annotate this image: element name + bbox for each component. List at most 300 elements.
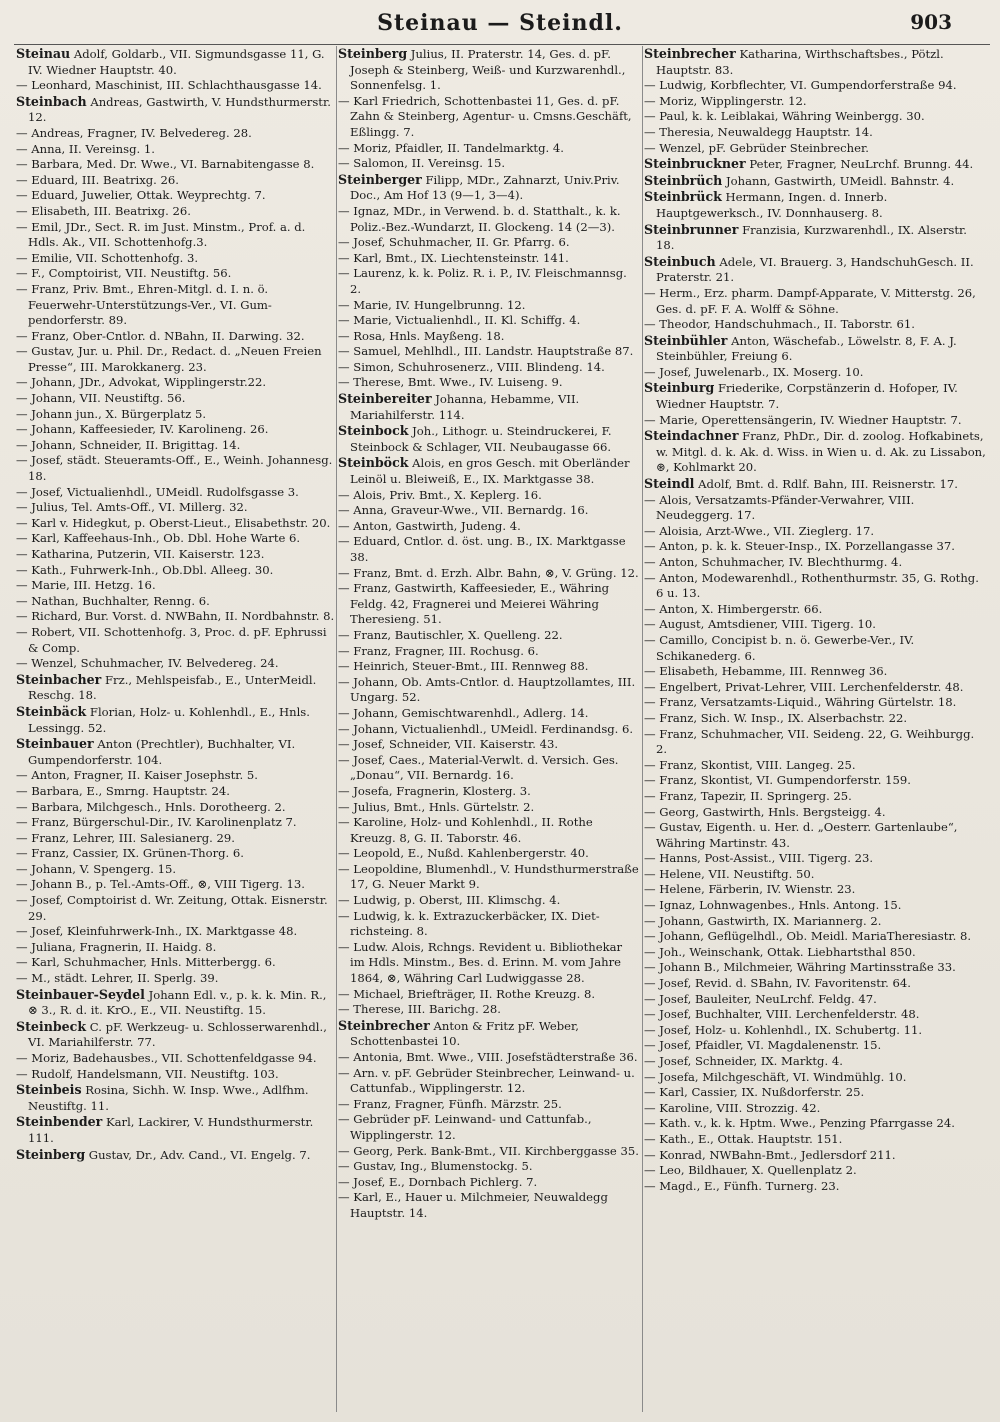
entry-text: — Magd., E., Fünfh. Turnerg. 23. xyxy=(644,1178,840,1193)
directory-entry xyxy=(338,737,640,753)
entry-text: — Ignaz, MDr., in Verwend. b. d. Statthalt., k. k. Poliz.-Bez.-Wundarzt, II. Glockeng. 14 (2—3). xyxy=(338,203,621,234)
entry-text: — Franz, Priv. Bmt., Ehren-Mitgl. d. I. n. ö. Feuerwehr-Unterstützungs-Ver., VI. Gumpendorferstr. 89. xyxy=(16,281,272,328)
directory-entry xyxy=(338,141,640,157)
directory-entry xyxy=(644,898,988,914)
entry-text: — Joh., Weinschank, Ottak. Liebhartsthal 850. xyxy=(644,944,916,959)
entry-text: — Andreas, Fragner, IV. Belvedereg. 28. xyxy=(16,125,252,140)
entry-text: — Josef, Caes., Material-Verwlt. d. Versich. Ges. „Donau“, VII. Bernardg. 16. xyxy=(338,752,619,783)
entry-text: — Josefa, Milchgeschäft, VI. Windmühlg. 10. xyxy=(644,1069,907,1084)
entry-surname: Steinbrück xyxy=(644,189,722,205)
directory-entry xyxy=(338,722,640,738)
directory-entry xyxy=(16,453,336,484)
directory-entry xyxy=(644,617,988,633)
entry-surname: Steinbühler xyxy=(644,332,728,348)
directory-entry xyxy=(644,539,988,555)
directory-entry xyxy=(16,1067,336,1083)
entry-text: — Antonia, Bmt. Wwe., VIII. Josefstädterstraße 36. xyxy=(338,1050,638,1064)
directory-entry xyxy=(16,220,336,251)
directory-entry xyxy=(16,391,336,407)
entry-text: — Johann, VII. Neustiftg. 56. xyxy=(16,391,186,406)
directory-entry xyxy=(16,204,336,220)
entry-text: — Johann, JDr., Advokat, Wipplingerstr.22. xyxy=(16,375,267,390)
directory-entry xyxy=(338,375,640,391)
directory-entry xyxy=(16,157,336,173)
directory-entry xyxy=(338,503,640,519)
page-title: Steinau — Steindl. xyxy=(377,10,623,36)
column-right xyxy=(644,46,988,1412)
entry-text: — Karoline, VIII. Strozzig. 42. xyxy=(644,1100,821,1115)
directory-entry xyxy=(338,534,640,565)
entry-text: — Laurenz, k. k. Poliz. R. i. P., IV. Fleischmannsg. 2. xyxy=(338,266,627,296)
column-left xyxy=(16,46,336,1412)
directory-entry xyxy=(644,1101,988,1117)
directory-entry xyxy=(338,987,640,1003)
entry-surname: Steinberg xyxy=(16,1146,86,1162)
entry-text: — Leopoldine, Blumenhdl., V. Hundsthurmerstraße 17, G. Neuer Markt 9. xyxy=(338,861,639,892)
directory-entry xyxy=(338,815,640,846)
entry-text: — Hanns, Post-Assist., VIII. Tigerg. 23. xyxy=(644,851,874,866)
directory-entry xyxy=(338,1175,640,1191)
entry-text: — Franz, Skontist, VI. Gumpendorferstr. 159. xyxy=(644,773,911,788)
directory-entry xyxy=(644,867,988,883)
directory-entry xyxy=(338,519,640,535)
directory-entry xyxy=(338,753,640,784)
directory-entry xyxy=(16,877,336,893)
directory-entry xyxy=(16,704,336,736)
entry-text: — Richard, Bur. Vorst. d. NWBahn, II. Nordbahnstr. 8. xyxy=(16,609,335,624)
directory-entry xyxy=(644,1163,988,1179)
entry-surname: Steinbeck xyxy=(16,1018,87,1034)
entry-text: — Anton, Modewarenhdl., Rothenthurmstr. 35, G. Rothg. 6 u. 13. xyxy=(644,570,979,601)
entry-surname: Steinbeis xyxy=(16,1082,82,1098)
entry-surname: Steinbäck xyxy=(16,703,87,719)
entry-text: — Franz, Versatzamts-Liquid., Währing Gürtelstr. 18. xyxy=(644,695,957,710)
entry-text: — Moriz, Badehausbes., VII. Schottenfeldgasse 94. xyxy=(16,1051,317,1065)
entry-surname: Steinberg xyxy=(338,46,408,61)
entry-text: — Nathan, Buchhalter, Renng. 6. xyxy=(16,593,210,608)
entry-text: — Franz, Fragner, Fünfh. Märzstr. 25. xyxy=(338,1096,562,1111)
directory-entry xyxy=(16,1082,336,1114)
entry-text: — Franz, Ober-Cntlor. d. NBahn, II. Darwing. 32. xyxy=(16,328,305,343)
entry-text: — Karl Friedrich, Schottenbastei 11, Ges. d. pF. Zahn & Steinberg, Agentur- u. Cmsns.Geschäft, Eßlingg. 7. xyxy=(338,93,632,139)
entry-text: — Georg, Perk. Bank-Bmt., VII. Kirchberggasse 35. xyxy=(338,1143,639,1158)
entry-text: — Helene, VII. Neustiftg. 50. xyxy=(644,866,815,881)
directory-entry xyxy=(644,413,988,429)
entry-surname: Steinbacher xyxy=(16,671,102,687)
entry-text: — Josef, Bauleiter, NeuLrchf. Feldg. 47. xyxy=(644,991,877,1006)
directory-entry xyxy=(16,893,336,924)
entry-text: — Josef, E., Dornbach Pichlerg. 7. xyxy=(338,1174,538,1189)
directory-entry xyxy=(644,805,988,821)
directory-entry xyxy=(16,142,336,158)
entry-text: — Barbara, Milchgesch., Hnls. Dorotheerg. 2. xyxy=(16,799,286,814)
directory-entry xyxy=(644,317,988,333)
directory-entry xyxy=(644,109,988,125)
directory-entry xyxy=(16,1114,336,1146)
directory-entry xyxy=(16,78,336,94)
directory-entry xyxy=(16,578,336,594)
directory-entry xyxy=(16,1147,336,1164)
entry-text: — Johann jun., X. Bürgerplatz 5. xyxy=(16,406,207,421)
entry-text: — Karoline, Holz- und Kohlenhdl., II. Rothe Kreuzg. 8, G. II. Taborstr. 46. xyxy=(338,815,593,845)
entry-text: — Ludwig, Korbflechter, VI. Gumpendorferstraße 94. xyxy=(644,78,957,93)
directory-entry xyxy=(644,664,988,680)
entry-text: — Johann, Gemischtwarenhdl., Adlerg. 14. xyxy=(338,705,589,720)
entry-text: — Josef, Schneider, VII. Kaiserstr. 43. xyxy=(338,737,559,752)
entry-text: — Anna, Graveur-Wwe., VII. Bernardg. 16. xyxy=(338,503,589,518)
entry-text: — Josef, Pfaidler, VI. Magdalenenstr. 15. xyxy=(644,1038,882,1053)
entry-text: Gustav, Dr., Adv. Cand., VI. Engelg. 7. xyxy=(85,1147,311,1162)
directory-entry xyxy=(644,189,988,221)
directory-entry xyxy=(644,960,988,976)
entry-text: — Arn. v. pF. Gebrüder Steinbrecher, Leinwand- u. Cattunfab., Wipplingerstr. 12. xyxy=(338,1065,635,1096)
directory-entry xyxy=(338,940,640,987)
entry-text: — Franz, Fragner, III. Rochusg. 6. xyxy=(338,643,539,658)
entry-surname: Steinbereiter xyxy=(338,391,432,407)
directory-entry xyxy=(16,625,336,656)
directory-entry xyxy=(16,266,336,282)
directory-entry xyxy=(16,955,336,971)
directory-entry xyxy=(644,789,988,805)
directory-entry xyxy=(338,46,640,94)
directory-entry xyxy=(644,1179,988,1195)
entry-text: — Leonhard, Maschinist, III. Schlachthausgasse 14. xyxy=(16,78,322,93)
directory-entry xyxy=(338,298,640,314)
entry-text: Rosina, Sichh. W. Insp. Wwe., Adlfhm. Neustiftg. 11. xyxy=(28,1083,309,1113)
directory-entry xyxy=(338,1159,640,1175)
entry-text: Adolf, Bmt. d. Rdlf. Bahn, III. Reisnerstr. 17. xyxy=(694,477,958,492)
directory-entry xyxy=(16,831,336,847)
entry-text: — Engelbert, Privat-Lehrer, VIII. Lerchenfelderstr. 48. xyxy=(644,679,964,694)
entry-text: — Karl, Bmt., IX. Liechtensteinstr. 141. xyxy=(338,250,569,265)
entry-text: Filipp, MDr., Zahnarzt, Univ.Priv. Doc., Am Hof 13 (9—1, 3—4). xyxy=(350,172,620,203)
directory-entry xyxy=(16,971,336,987)
directory-entry xyxy=(16,329,336,345)
directory-entry xyxy=(644,125,988,141)
directory-entry xyxy=(16,126,336,142)
entry-surname: Steinbauer xyxy=(16,736,94,752)
entry-text: Adele, VI. Brauerg. 3, HandschuhGesch. II. Praterstr. 21. xyxy=(656,254,974,285)
directory-entry xyxy=(644,633,988,664)
directory-entry xyxy=(338,94,640,141)
directory-entry xyxy=(644,1132,988,1148)
entry-text: — Johann, Geflügelhdl., Ob. Meidl. MariaTheresiastr. 8. xyxy=(644,929,972,944)
entry-text: — Franz, Schuhmacher, VII. Seideng. 22, G. Weihburgg. 2. xyxy=(644,726,975,757)
directory-entry xyxy=(644,945,988,961)
entry-text: — Theodor, Handschuhmach., II. Taborstr. 61. xyxy=(644,317,915,332)
directory-entry xyxy=(338,784,640,800)
entry-surname: Steinbuch xyxy=(644,253,716,269)
directory-entry xyxy=(16,862,336,878)
directory-entry xyxy=(644,773,988,789)
column-divider xyxy=(336,46,337,1412)
entry-text: — Kath., E., Ottak. Hauptstr. 151. xyxy=(644,1131,843,1146)
entry-text: — Juliana, Fragnerin, II. Haidg. 8. xyxy=(16,939,217,954)
directory-entry xyxy=(644,992,988,1008)
directory-entry xyxy=(16,672,336,704)
directory-entry xyxy=(644,156,988,173)
directory-entry xyxy=(338,706,640,722)
directory-entry xyxy=(644,851,988,867)
entry-text: — Wenzel, pF. Gebrüder Steinbrecher. xyxy=(644,140,869,155)
directory-entry xyxy=(644,1148,988,1164)
directory-entry xyxy=(338,204,640,235)
directory-entry xyxy=(16,438,336,454)
directory-entry xyxy=(338,628,640,644)
directory-entry xyxy=(16,547,336,563)
entry-text: — Camillo, Concipist b. n. ö. Gewerbe-Ver., IV. Schikanederg. 6. xyxy=(644,632,915,663)
entry-text: — Josef, Schneider, IX. Marktg. 4. xyxy=(644,1054,843,1068)
entry-text: — Ludwig, p. Oberst, III. Klimschg. 4. xyxy=(338,893,561,908)
entry-text: — Josef, Juwelenarb., IX. Moserg. 10. xyxy=(644,364,864,379)
entry-surname: Steinburg xyxy=(644,380,715,396)
entry-text: — Johann, Schneider, II. Brigittag. 14. xyxy=(16,437,241,452)
directory-entry xyxy=(16,46,336,78)
directory-entry xyxy=(16,815,336,831)
entry-text: — Franz, Gastwirth, Kaffeesieder, E., Währing Feldg. 42, Fragnerei und Meierei Währing Theresieng. 51. xyxy=(338,581,610,627)
column-middle xyxy=(338,46,640,1412)
entry-text: — Josef, Schuhmacher, II. Gr. Pfarrg. 6. xyxy=(338,235,570,250)
entry-text: — Johann, Victualienhdl., UMeidl. Ferdinandsg. 6. xyxy=(338,721,634,736)
directory-entry xyxy=(338,644,640,660)
entry-text: — Eduard, Cntlor. d. öst. ung. B., IX. Marktgasse 38. xyxy=(338,534,626,564)
directory-entry xyxy=(338,1002,640,1018)
entry-text: — Katharina, Putzerin, VII. Kaiserstr. 123. xyxy=(16,547,265,561)
directory-entry xyxy=(16,987,336,1019)
directory-entry xyxy=(644,1023,988,1039)
directory-entry xyxy=(16,940,336,956)
directory-entry xyxy=(644,78,988,94)
directory-entry xyxy=(16,656,336,672)
entry-text: Joh., Lithogr. u. Steindruckerei, F. Steinbock & Schlager, VII. Neubaugasse 66. xyxy=(350,424,612,454)
entry-text: — Franz, Lehrer, III. Salesianerg. 29. xyxy=(16,830,235,845)
directory-entry xyxy=(644,380,988,412)
directory-entry xyxy=(644,254,988,286)
directory-entry xyxy=(16,500,336,516)
directory-entry xyxy=(338,1018,640,1050)
entry-text: — Josefa, Fragnerin, Klosterg. 3. xyxy=(338,783,531,798)
directory-entry xyxy=(338,1097,640,1113)
entry-text: — Franz, Skontist, VIII. Langeg. 25. xyxy=(644,757,856,772)
entry-text: — Eduard, Juwelier, Ottak. Weyprechtg. 7. xyxy=(16,188,266,203)
directory-entry xyxy=(644,571,988,602)
directory-entry xyxy=(644,680,988,696)
entry-surname: Steinbender xyxy=(16,1114,103,1130)
entry-text: Anton, Wäschefab., Löwelstr. 8, F. A. J. Steinbühler, Freiung 6. xyxy=(656,333,957,364)
entry-text: — Josef, Holz- u. Kohlenhdl., IX. Schubertg. 11. xyxy=(644,1022,923,1037)
directory-entry xyxy=(338,1112,640,1143)
directory-entry xyxy=(644,222,988,254)
entry-text: — Therese, III. Barichg. 28. xyxy=(338,1002,501,1017)
entry-text: Johann, Gastwirth, UMeidl. Bahnstr. 4. xyxy=(722,173,955,188)
entry-text: Franz, PhDr., Dir. d. zoolog. Hofkabinets, w. Mitgl. d. k. Ak. d. Wiss. in Wien u. d. Ak. zu Lissabon, ⊛, Kohlmarkt 20. xyxy=(656,429,986,475)
entry-text: — Robert, VII. Schottenhofg. 3, Proc. d. pF. Ephrussi & Comp. xyxy=(16,624,327,655)
entry-text: — Wenzel, Schuhmacher, IV. Belvedereg. 24. xyxy=(16,656,279,671)
directory-entry xyxy=(338,581,640,628)
entry-text: — Johann B., Milchmeier, Währing Martinsstraße 33. xyxy=(644,960,956,975)
entry-text: — Therese, Bmt. Wwe., IV. Luiseng. 9. xyxy=(338,375,563,390)
directory-entry xyxy=(644,695,988,711)
directory-entry xyxy=(16,768,336,784)
directory-entry xyxy=(644,94,988,110)
entry-text: Franzisia, Kurzwarenhdl., IX. Alserstr. 18. xyxy=(656,222,967,253)
directory-entry xyxy=(644,286,988,317)
directory-entry xyxy=(338,156,640,172)
directory-entry xyxy=(338,488,640,504)
directory-entry xyxy=(644,711,988,727)
column-divider xyxy=(642,46,643,1412)
entry-text: — Aloisia, Arzt-Wwe., VII. Zieglerg. 17. xyxy=(644,523,875,538)
entry-text: — Johann B., p. Tel.-Amts-Off., ⊗, VIII Tigerg. 13. xyxy=(16,877,305,892)
entry-text: — Karl v. Hidegkut, p. Oberst-Lieut., Elisabethstr. 20. xyxy=(16,515,331,530)
entry-text: — Moriz, Wipplingerstr. 12. xyxy=(644,93,807,108)
entry-text: — Marie, IV. Hungelbrunng. 12. xyxy=(338,297,526,312)
entry-surname: Steinbauer-Seydel xyxy=(16,986,145,1002)
page-number: 903 xyxy=(910,10,952,34)
directory-entry xyxy=(338,344,640,360)
entry-text: — Ludw. Alois, Rchngs. Revident u. Bibliothekar im Hdls. Minstm., Bes. d. Erinn. M. vom Jahre 1864, ⊗, Währing Carl Ludwiggasse 28. xyxy=(338,939,623,986)
directory-entry xyxy=(338,329,640,345)
entry-text: — Georg, Gastwirth, Hnls. Bergsteigg. 4. xyxy=(644,804,886,819)
entry-text: Johann Edl. v., p. k. k. Min. R., ⊗ 3., R. d. it. KrO., E., VII. Neustiftg. 15. xyxy=(28,987,327,1018)
entry-text: — F., Comptoirist, VII. Neustiftg. 56. xyxy=(16,266,232,281)
entry-text: — Anton, p. k. k. Steuer-Insp., IX. Porzellangasse 37. xyxy=(644,539,955,554)
entry-text: — Elisabeth, III. Beatrixg. 26. xyxy=(16,203,191,218)
directory-entry xyxy=(338,800,640,816)
entry-text: — Ludwig, k. k. Extrazuckerbäcker, IX. Dietrichsteing. 8. xyxy=(338,908,600,939)
directory-entry xyxy=(338,893,640,909)
header-rule xyxy=(14,44,990,45)
directory-entry xyxy=(16,1019,336,1051)
directory-entry xyxy=(338,266,640,297)
entry-text: — Johann, Gastwirth, IX. Mariannerg. 2. xyxy=(644,913,882,928)
directory-entry xyxy=(644,428,988,476)
entry-text: — Anton, X. Himbergerstr. 66. xyxy=(644,601,823,616)
entry-text: — Konrad, NWBahn-Bmt., Jedlersdorf 211. xyxy=(644,1147,896,1162)
entry-text: — Franz, Tapezir, II. Springerg. 25. xyxy=(644,788,852,803)
entry-text: — Franz, Bmt. d. Erzh. Albr. Bahn, ⊗, V. Grüng. 12. xyxy=(338,565,639,580)
entry-surname: Steinbruckner xyxy=(644,156,746,172)
directory-entry xyxy=(16,375,336,391)
entry-text: Peter, Fragner, NeuLrchf. Brunng. 44. xyxy=(745,157,974,172)
entry-text: — Johann, Ob. Amts-Cntlor. d. Hauptzollamtes, III. Ungarg. 52. xyxy=(338,674,636,705)
entry-text: — Heinrich, Steuer-Bmt., III. Rennweg 88. xyxy=(338,659,589,674)
directory-entry xyxy=(16,531,336,547)
entry-text: — Anna, II. Vereinsg. 1. xyxy=(16,141,155,156)
directory-entry xyxy=(644,46,988,78)
directory-entry xyxy=(16,516,336,532)
directory-entry xyxy=(338,659,640,675)
entry-text: — Karl, Schuhmacher, Hnls. Mitterbergg. 6. xyxy=(16,955,276,970)
directory-entry xyxy=(644,602,988,618)
directory-entry xyxy=(644,476,988,493)
entry-text: — Barbara, Med. Dr. Wwe., VI. Barnabitengasse 8. xyxy=(16,157,315,172)
directory-entry xyxy=(644,820,988,851)
entry-text: — Moriz, Pfaidler, II. Tandelmarktg. 4. xyxy=(338,140,564,155)
directory-entry xyxy=(338,1144,640,1160)
entry-text: — Anton, Fragner, II. Kaiser Josephstr. 5. xyxy=(16,768,258,783)
directory-entry xyxy=(338,675,640,706)
directory-entry xyxy=(644,929,988,945)
directory-entry xyxy=(338,862,640,893)
directory-entry xyxy=(16,422,336,438)
entry-text: — Leo, Bildhauer, X. Quellenplatz 2. xyxy=(644,1163,857,1178)
entry-text: — Emil, JDr., Sect. R. im Just. Minstm., Prof. a. d. Hdls. Ak., VII. Schottenhofg.3. xyxy=(16,219,306,250)
directory-entry xyxy=(16,800,336,816)
directory-entry xyxy=(644,882,988,898)
entry-text: — Josef, städt. Steueramts-Off., E., Weinh. Johannesg. 18. xyxy=(16,453,333,484)
entry-text: — Eduard, III. Beatrixg. 26. xyxy=(16,172,179,187)
entry-text: Adolf, Goldarb., VII. Sigmundsgasse 11, G. IV. Wiedner Hauptstr. 40. xyxy=(28,47,325,77)
entry-surname: Steinbrunner xyxy=(644,221,739,237)
entry-text: — Franz, Cassier, IX. Grünen-Thorg. 6. xyxy=(16,846,244,861)
directory-entry xyxy=(644,365,988,381)
entry-surname: Steinberger xyxy=(338,171,422,187)
directory-entry xyxy=(16,282,336,329)
entry-text: Florian, Holz- u. Kohlenhdl., E., Hnls. Lessingg. 52. xyxy=(28,704,310,735)
directory-entry xyxy=(16,188,336,204)
directory-entry xyxy=(644,976,988,992)
directory-entry xyxy=(644,914,988,930)
entry-text: — Paul, k. k. Leiblakai, Währing Weinbergg. 30. xyxy=(644,109,925,124)
directory-entry xyxy=(16,784,336,800)
entry-text: — Gustav, Eigenth. u. Her. d. „Oesterr. Gartenlaube“, Währing Martinstr. 43. xyxy=(644,820,958,850)
directory-entry xyxy=(16,563,336,579)
directory-entry xyxy=(338,251,640,267)
directory-entry xyxy=(338,360,640,376)
entry-text: — Simon, Schuhrosenerz., VIII. Blindeng. 14. xyxy=(338,359,605,374)
entry-text: — Johann, Kaffeesieder, IV. Karolineng. 26. xyxy=(16,422,269,437)
entry-text: Hermann, Ingen. d. Innerb. Hauptgewerksch., IV. Donnhauserg. 8. xyxy=(656,190,888,220)
directory-entry xyxy=(338,909,640,940)
entry-text: — Helene, Färberin, IV. Wienstr. 23. xyxy=(644,882,856,897)
entry-text: Karl, Lackirer, V. Hundsthurmerstr. 111. xyxy=(28,1115,314,1145)
entry-text: — Franz, Sich. W. Insp., IX. Alserbachstr. 22. xyxy=(644,710,908,725)
entry-text: — Barbara, E., Smrng. Hauptstr. 24. xyxy=(16,783,230,798)
entry-text: — Kath. v., k. k. Hptm. Wwe., Penzing Pfarrgasse 24. xyxy=(644,1116,955,1131)
entry-text: — Marie, Operettensängerin, IV. Wiedner Hauptstr. 7. xyxy=(644,412,962,427)
entry-text: — Emilie, VII. Schottenhofg. 3. xyxy=(16,250,199,265)
directory-entry xyxy=(338,391,640,423)
entry-text: Julius, II. Praterstr. 14, Ges. d. pF. Joseph & Steinberg, Weiß- und Kurzwarenhdl., Sonnenfelsg. 1. xyxy=(350,47,626,93)
entry-surname: Steinbrecher xyxy=(338,1017,430,1033)
directory-entry xyxy=(16,594,336,610)
entry-text: — Kath., Fuhrwerk-Inh., Ob.Dbl. Alleeg. 30. xyxy=(16,562,274,577)
entry-text: — Gustav, Ing., Blumenstockg. 5. xyxy=(338,1159,533,1174)
directory-entry xyxy=(644,493,988,524)
entry-text: Alois, en gros Gesch. mit Oberländer Leinöl u. Bleiweiß, E., IX. Marktgasse 38. xyxy=(350,456,630,487)
directory-entry xyxy=(16,924,336,940)
directory-entry xyxy=(644,1007,988,1023)
entry-text: — Alois, Priv. Bmt., X. Keplerg. 16. xyxy=(338,487,542,502)
directory-entry xyxy=(338,846,640,862)
directory-entry xyxy=(16,344,336,375)
entry-surname: Steinböck xyxy=(338,455,409,471)
entry-text: — Karl, Cassier, IX. Nußdorferstr. 25. xyxy=(644,1085,865,1100)
directory-entry xyxy=(16,1051,336,1067)
entry-text: — Johann, V. Spengerg. 15. xyxy=(16,861,177,876)
entry-text: Katharina, Wirthschaftsbes., Pötzl. Hauptstr. 83. xyxy=(656,47,944,77)
entry-text: — Alois, Versatzamts-Pfänder-Verwahrer, VIII. Neudeggerg. 17. xyxy=(644,492,915,523)
entry-text: — Gebrüder pF. Leinwand- und Cattunfab., Wipplingerstr. 12. xyxy=(338,1112,592,1142)
directory-entry xyxy=(644,524,988,540)
entry-text: — Ignaz, Lohnwagenbes., Hnls. Antong. 15. xyxy=(644,898,902,913)
entry-text: — Leopold, E., Nußd. Kahlenbergerstr. 40. xyxy=(338,846,589,861)
entry-text: — Anton, Gastwirth, Judeng. 4. xyxy=(338,518,521,533)
entry-text: — Rosa, Hnls. Mayßeng. 18. xyxy=(338,328,505,343)
directory-entry xyxy=(338,1050,640,1066)
directory-entry xyxy=(644,727,988,758)
